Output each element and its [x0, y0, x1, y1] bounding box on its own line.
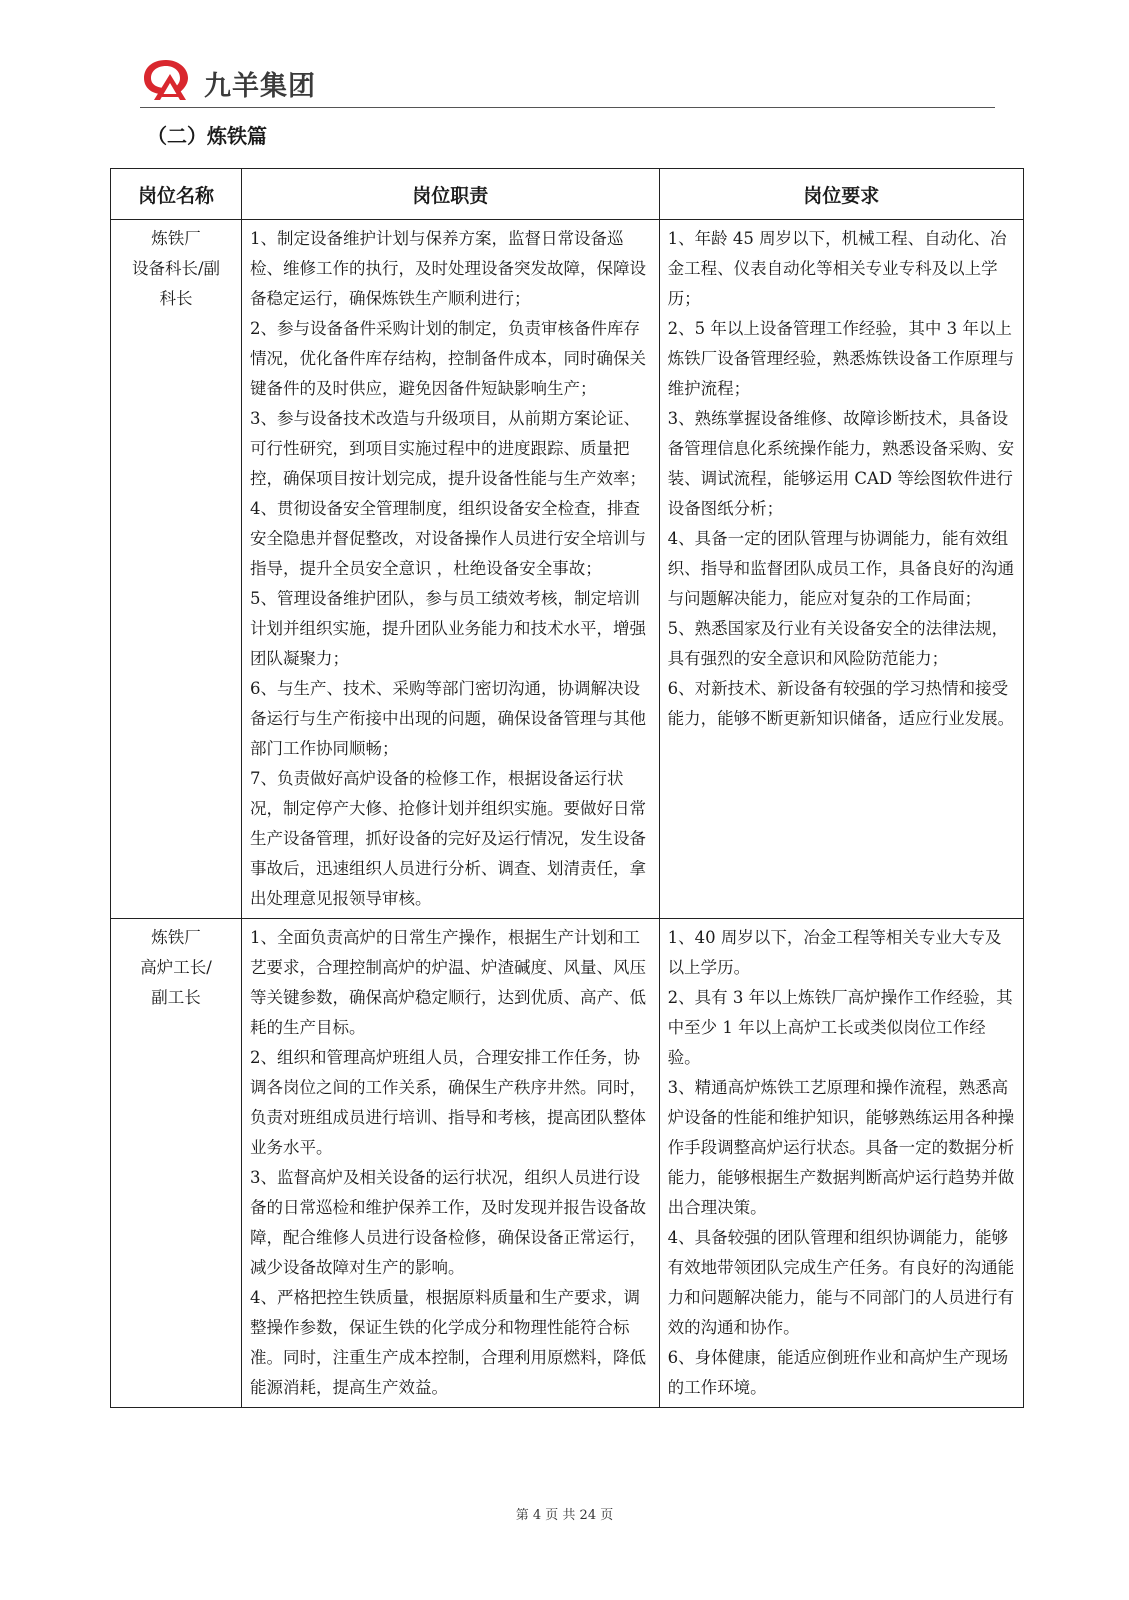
- requirement-item: 4、具备较强的团队管理和组织协调能力，能够有效地带领团队完成生产任务。有良好的沟通能力和问题解决能力，能与不同部门的人员进行有效的沟通和协作。: [667, 1228, 1015, 1337]
- page-header: [140, 50, 995, 108]
- requirement-item: 4、具备一定的团队管理与协调能力，能有效组织、指导和监督团队成员工作，具备良好的沟通与问题解决能力，能应对复杂的工作局面；: [667, 529, 1015, 608]
- position-title-line: 炼铁厂: [151, 928, 201, 947]
- requirements-cell: [659, 220, 1023, 919]
- requirement-item: 1、40 周岁以下，冶金工程等相关专业大专及以上学历。: [667, 928, 1002, 977]
- position-title-cell: [111, 220, 242, 919]
- duty-item: 7、负责做好高炉设备的检修工作，根据设备运行状况，制定停产大修、抢修计划并组织实施。要做好日常生产设备管理，抓好设备的完好及运行情况，发生设备事故后，迅速组织人员进行分析、调查、划清责任，拿出处理意见报领导审核。: [250, 769, 646, 908]
- requirements-cell: [659, 919, 1023, 1408]
- duty-item: 3、监督高炉及相关设备的运行状况，组织人员进行设备的日常巡检和维护保养工作，及时发现并报告设备故障，配合维修人员进行设备检修，确保设备正常运行，减少设备故障对生产的影响。: [250, 1168, 646, 1277]
- table-header-row: [111, 169, 1024, 220]
- duties-cell: [242, 220, 660, 919]
- requirement-item: 6、对新技术、新设备有较强的学习热情和接受能力，能够不断更新知识储备，适应行业发展。: [667, 679, 1015, 728]
- jiuyang-logo-icon: [140, 54, 200, 104]
- requirement-item: 1、年龄 45 周岁以下，机械工程、自动化、冶金工程、仪表自动化等相关专业专科及以上学历；: [667, 229, 1007, 308]
- requirement-item: 3、精通高炉炼铁工艺原理和操作流程，熟悉高炉设备的性能和维护知识，能够熟练运用各种操作手段调整高炉运行状态。具备一定的数据分析能力，能够根据生产数据判断高炉运行趋势并做出合理决策。: [667, 1078, 1015, 1217]
- brand-name: 九羊集团: [204, 71, 316, 102]
- section-title: （二）炼铁篇: [147, 124, 267, 148]
- job-table: [110, 168, 1024, 1408]
- duty-item: 5、管理设备维护团队，参与员工绩效考核，制定培训计划并组织实施，提升团队业务能力和技术水平，增强团队凝聚力；: [250, 589, 646, 668]
- requirement-item: 3、熟练掌握设备维修、故障诊断技术，具备设备管理信息化系统操作能力，熟悉设备采购、安装、调试流程，能够运用 CAD 等绘图软件进行设备图纸分析；: [667, 409, 1015, 518]
- column-header-duties: 岗位职责: [242, 169, 660, 220]
- position-title-line: 设备科长/副: [131, 259, 221, 278]
- duty-item: 1、全面负责高炉的日常生产操作，根据生产计划和工艺要求，合理控制高炉的炉温、炉渣碱度、风量、风压等关键参数，确保高炉稳定顺行，达到优质、高产、低耗的生产目标。: [250, 928, 646, 1037]
- position-title-line: 炼铁厂: [151, 229, 201, 248]
- requirement-item: 6、身体健康，能适应倒班作业和高炉生产现场的工作环境。: [667, 1348, 1009, 1397]
- requirement-item: 5、熟悉国家及行业有关设备安全的法律法规，具有强烈的安全意识和风险防范能力；: [667, 619, 1009, 668]
- duty-item: 3、参与设备技术改造与升级项目，从前期方案论证、可行性研究，到项目实施过程中的进度跟踪、质量把控，确保项目按计划完成，提升设备性能与生产效率；: [250, 409, 646, 488]
- position-title-cell: [111, 919, 242, 1408]
- table-row: [111, 919, 1024, 1408]
- duty-item: 1、制定设备维护计划与保养方案，监督日常设备巡检、维修工作的执行，及时处理设备突发故障，保障设备稳定运行，确保炼铁生产顺利进行；: [250, 229, 646, 308]
- column-header-position: 岗位名称: [111, 169, 242, 220]
- page-number: 第 4 页 共 24 页: [515, 1508, 614, 1523]
- header-divider: [140, 107, 995, 108]
- position-title-line: 科长: [159, 289, 193, 308]
- duty-item: 4、严格把控生铁质量，根据原料质量和生产要求，调整操作参数，保证生铁的化学成分和物理性能符合标准。同时，注重生产成本控制，合理利用原燃料，降低能源消耗，提高生产效益。: [250, 1288, 646, 1397]
- requirement-item: 2、5 年以上设备管理工作经验，其中 3 年以上炼铁厂设备管理经验，熟悉炼铁设备工作原理与维护流程；: [667, 319, 1015, 398]
- duty-item: 4、贯彻设备安全管理制度，组织设备安全检查，排查安全隐患并督促整改，对设备操作人员进行安全培训与指导，提升全员安全意识 ，杜绝设备安全事故；: [250, 499, 646, 578]
- requirement-item: 2、具有 3 年以上炼铁厂高炉操作工作经验，其中至少 1 年以上高炉工长或类似岗位工作经验。: [667, 988, 1013, 1067]
- duty-item: 6、与生产、技术、采购等部门密切沟通，协调解决设备运行与生产衔接中出现的问题，确保设备管理与其他部门工作协同顺畅；: [250, 679, 646, 758]
- table-row: [111, 220, 1024, 919]
- position-title-line: 高炉工长/: [140, 958, 212, 977]
- duty-item: 2、参与设备备件采购计划的制定，负责审核备件库存情况，优化备件库存结构，控制备件成本，同时确保关键备件的及时供应，避免因备件短缺影响生产；: [250, 319, 646, 398]
- duties-cell: [242, 919, 660, 1408]
- column-header-requirements: 岗位要求: [659, 169, 1023, 220]
- position-title-line: 副工长: [151, 988, 201, 1007]
- duty-item: 2、组织和管理高炉班组人员，合理安排工作任务，协调各岗位之间的工作关系，确保生产秩序井然。同时，负责对班组成员进行培训、指导和考核，提高团队整体业务水平。: [250, 1048, 646, 1157]
